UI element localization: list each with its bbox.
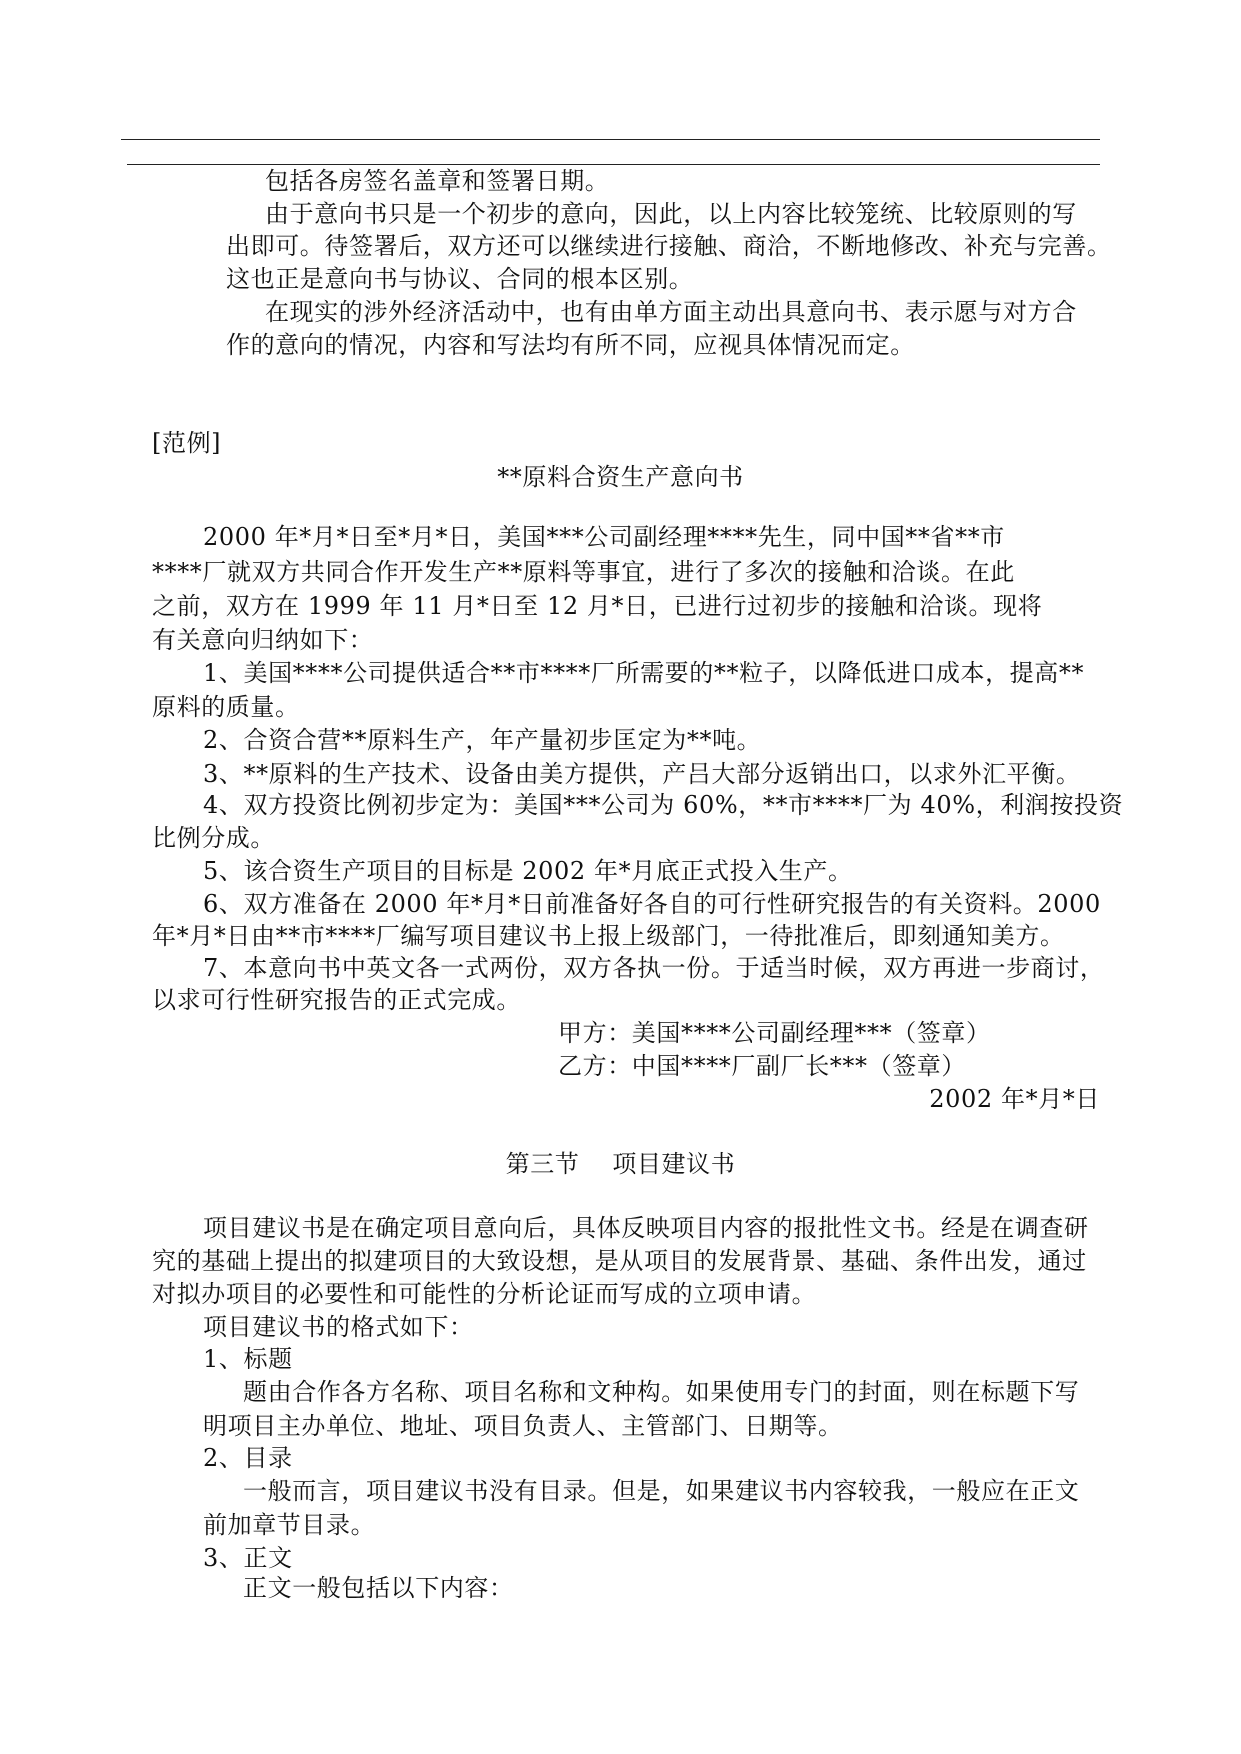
example-body-line: 3、**原料的生产技术、设备由美方提供，产吕大部分返销出口，以求外汇平衡。 [203, 760, 1081, 788]
header-rule-bottom [127, 164, 1100, 165]
section-body-line: 项目建议书的格式如下： [203, 1313, 474, 1341]
example-body-line: 2000 年*月*日至*月*日，美国***公司副经理****先生，同中国**省**市 [203, 523, 1005, 551]
paragraph-line: 包括各房签名盖章和签署日期。 [265, 167, 610, 195]
section-body-line: 一般而言，项目建议书没有目录。但是，如果建议书内容较我，一般应在正文 [243, 1477, 1080, 1505]
section-body-line: 对拟办项目的必要性和可能性的分析论证而写成的立项申请。 [152, 1280, 817, 1308]
paragraph-line: 这也正是意向书与协议、合同的根本区别。 [226, 265, 694, 293]
paragraph-line: 作的意向的情况，内容和写法均有所不同，应视具体情况而定。 [226, 331, 915, 359]
section-heading: 第三节 项目建议书 [505, 1150, 736, 1178]
paragraph-line: 出即可。待签署后，双方还可以继续进行接触、商洽，不断地修改、补充与完善。 [226, 232, 1112, 260]
example-body-line: ****厂就双方共同合作开发生产**原料等事宜，进行了多次的接触和洽谈。在此 [152, 558, 1015, 586]
section-body-line: 究的基础上提出的拟建项目的大致设想，是从项目的发展背景、基础、条件出发，通过 [152, 1247, 1087, 1275]
signature-party-a: 甲方：美国****公司副经理***（签章） [558, 1019, 991, 1047]
paragraph-line: 由于意向书只是一个初步的意向，因此，以上内容比较笼统、比较原则的写 [265, 200, 1077, 228]
section-body-line: 题由合作各方名称、项目名称和文种构。如果使用专门的封面，则在标题下写 [243, 1378, 1080, 1406]
example-body-line: 5、该合资生产项目的目标是 2002 年*月底正式投入生产。 [203, 857, 853, 885]
example-body-line: 以求可行性研究报告的正式完成。 [152, 986, 521, 1014]
subheading-title: 1、标题 [203, 1345, 293, 1373]
example-title: **原料合资生产意向书 [497, 463, 744, 491]
signature-party-b: 乙方：中国****厂副厂长***（签章） [558, 1052, 966, 1080]
paragraph-line: 在现实的涉外经济活动中，也有由单方面主动出具意向书、表示愿与对方合 [265, 298, 1077, 326]
header-rule-top [121, 139, 1100, 140]
example-body-line: 4、双方投资比例初步定为：美国***公司为 60%，**市****厂为 40%，利润按投资 [203, 791, 1124, 819]
example-body-line: 比例分成。 [152, 824, 275, 852]
example-body-line: 7、本意向书中英文各一式两份，双方各执一份。于适当时候，双方再进一步商讨， [203, 954, 1105, 982]
example-body-line: 年*月*日由**市****厂编写项目建议书上报上级部门，一待批准后，即刻通知美方。 [152, 922, 1065, 950]
signature-date: 2002 年*月*日 [929, 1085, 1100, 1113]
section-body-line: 项目建议书是在确定项目意向后，具体反映项目内容的报批性文书。经是在调查研 [203, 1214, 1089, 1242]
section-body-line: 正文一般包括以下内容： [243, 1574, 514, 1602]
example-body-line: 有关意向归纳如下： [152, 626, 374, 654]
subheading-contents: 2、目录 [203, 1444, 293, 1472]
example-label: [范例] [152, 429, 222, 457]
section-body-line: 明项目主办单位、地址、项目负责人、主管部门、日期等。 [203, 1412, 843, 1440]
example-body-line: 之前，双方在 1999 年 11 月*日至 12 月*日，已进行过初步的接触和洽谈。现将 [152, 592, 1043, 620]
example-body-line: 2、合资合营**原料生产，年产量初步匡定为**吨。 [203, 726, 762, 754]
section-body-line: 前加章节目录。 [203, 1511, 376, 1539]
subheading-main-text: 3、正文 [203, 1544, 293, 1572]
example-body-line: 1、美国****公司提供适合**市****厂所需要的**粒子，以降低进口成本，提高** [203, 659, 1085, 687]
example-body-line: 6、双方准备在 2000 年*月*日前准备好各自的可行性研究报告的有关资料。2000 [203, 890, 1101, 918]
example-body-line: 原料的质量。 [152, 693, 300, 721]
